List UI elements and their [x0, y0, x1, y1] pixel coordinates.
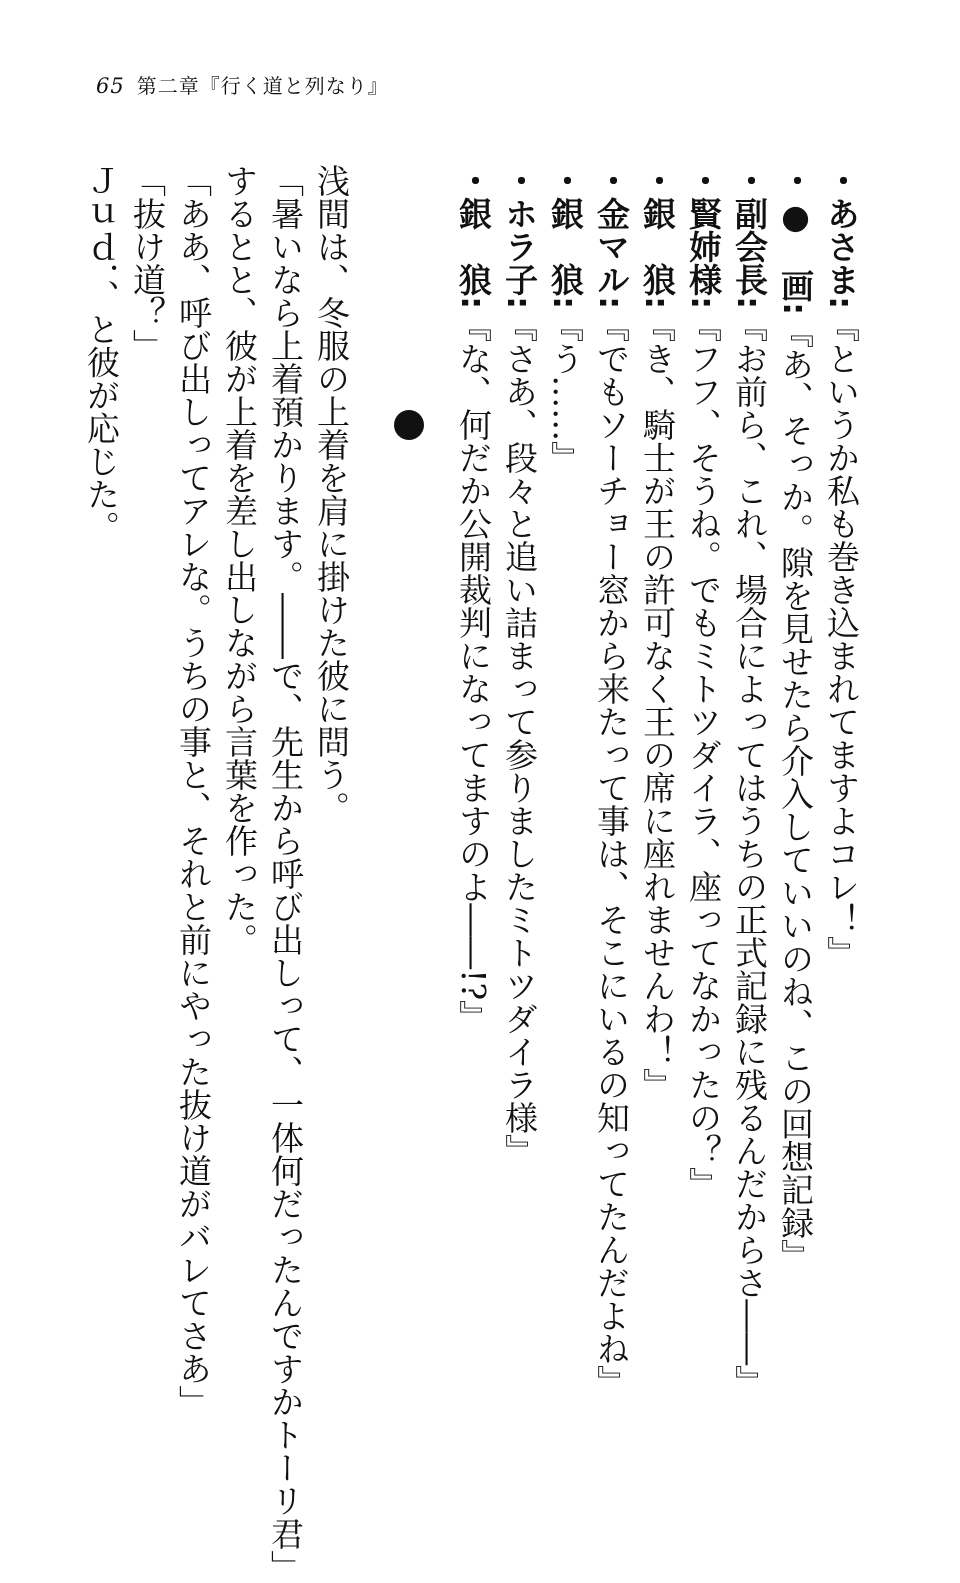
- dialogue-text: 『き、騎士が王の許可なく王の席に座れませんわ！』: [638, 309, 677, 1102]
- speaker-colon: :: [684, 296, 723, 310]
- dialogue-text: 『というか私も巻き込まれてますよコレ！』: [822, 309, 861, 970]
- bullet: ・: [592, 164, 631, 197]
- dialogue-text: 『あ、そっか。隙を見せたら介入していいのね、この回想記録』: [776, 315, 815, 1273]
- bullet: ・: [730, 164, 769, 197]
- dialogue-text: 『さあ、段々と追い詰まって参りましたミトツダイラ様』: [500, 309, 539, 1168]
- speaker-colon: :: [500, 296, 539, 310]
- narration-line: 浅間は、冬服の上着を肩に掛けた彼に問う。: [312, 164, 351, 824]
- speaker-name: 金マル: [592, 197, 631, 296]
- dialogue-text: 『な、何だか公開裁判になってますのよ――!?』: [454, 309, 493, 1034]
- speaker-name: ホラ子: [500, 197, 539, 296]
- narration-line: 「抜け道？」: [128, 164, 167, 362]
- speaker-colon: :: [730, 296, 769, 310]
- bullet: ・: [546, 164, 585, 197]
- bullet: ・: [684, 164, 723, 197]
- narration-line: Ｊｕｄ．、と彼が応じた。: [82, 164, 121, 544]
- bullet: ・: [822, 164, 861, 197]
- bullet: ・: [638, 164, 677, 197]
- speaker-colon: :: [592, 296, 631, 310]
- bullet: ・: [454, 164, 493, 197]
- speaker-name: 賢姉様: [684, 197, 723, 296]
- dialogue-text: 『う……』: [546, 309, 585, 475]
- speaker-name: 副会長: [730, 197, 769, 296]
- speaker-name: 銀 狼: [546, 197, 585, 296]
- dialogue-text: 『でもソーチョー窓から来たって事は、そこにいるの知ってたんだよね』: [592, 309, 631, 1399]
- speaker-colon: :: [822, 296, 861, 310]
- speaker-colon: :: [546, 296, 585, 310]
- narration-line: 「ああ、呼び出しってアレな。うちの事と、それと前にやった抜け道がバレてさあ」: [174, 164, 213, 1418]
- section-break-dot: [394, 410, 424, 440]
- speaker-colon: :: [776, 302, 815, 316]
- bullet: ・: [776, 164, 815, 197]
- chapter-title: 第二章『行く道と列なり』: [136, 74, 389, 98]
- speaker-name: あさま: [822, 197, 861, 296]
- speaker-colon: :: [454, 296, 493, 310]
- speaker-colon: :: [638, 296, 677, 310]
- speaker-name: 銀 狼: [454, 197, 493, 296]
- bullet: ・: [500, 164, 539, 197]
- dialogue-line: [331, 164, 496, 1033]
- speaker-name: ● 画: [776, 197, 815, 302]
- dialogue-text: 『お前ら、これ、場合によってはうちの正式記録に残るんだからさ――』: [730, 309, 769, 1399]
- narration-line: 「暑いなら上着預かります。――で、先生から呼び出しって、一体何だったんですかトーリ君」: [266, 164, 305, 1583]
- page-number: 65: [96, 74, 125, 98]
- dialogue-text: 『フフ、そうね。でもミトツダイラ、座ってなかったの？』: [684, 309, 723, 1201]
- speaker-name: 銀 狼: [638, 197, 677, 296]
- narration-line: するとと、彼が上着を差し出しながら言葉を作った。: [220, 164, 259, 956]
- page-header: [96, 70, 389, 99]
